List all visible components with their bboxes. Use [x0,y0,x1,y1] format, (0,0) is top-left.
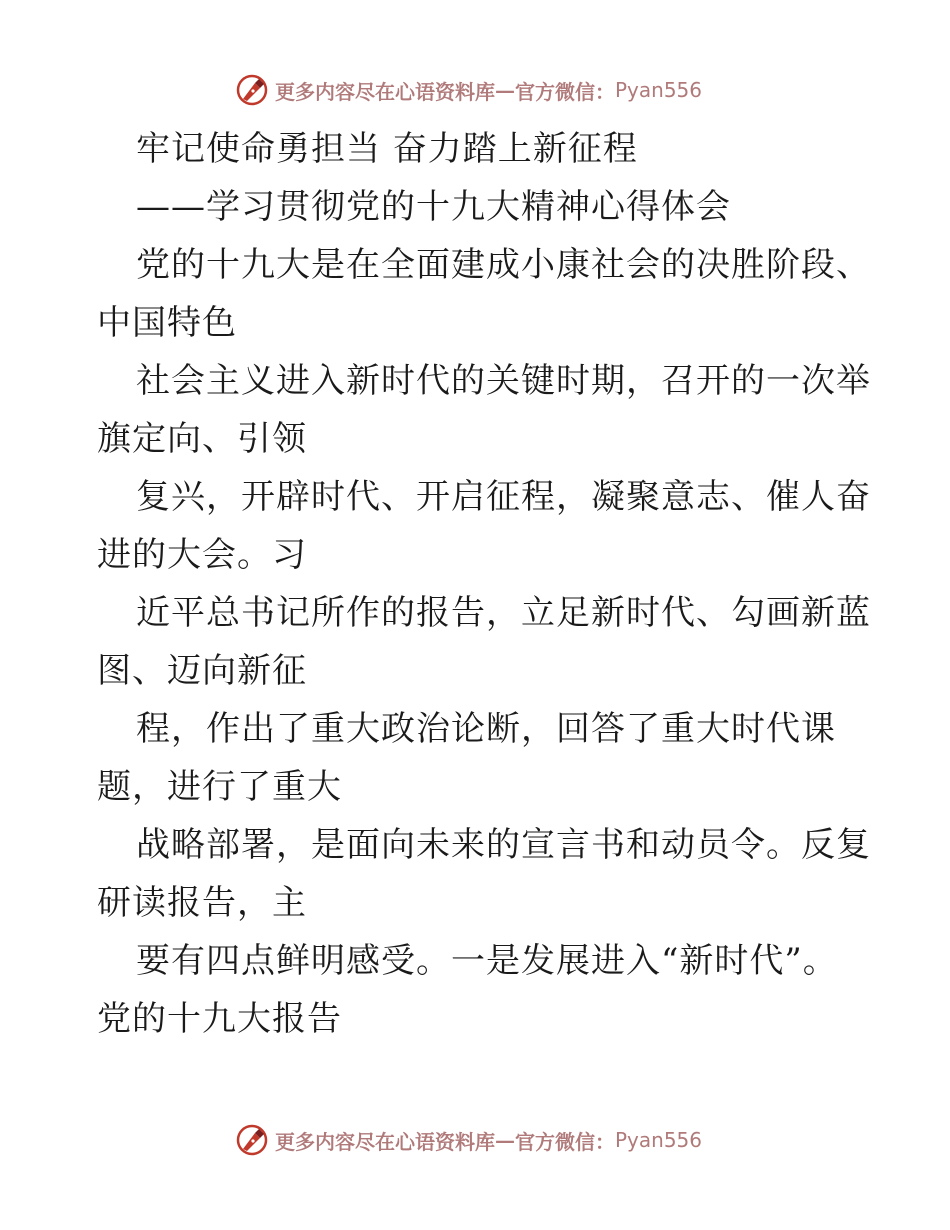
document-body [97,120,871,1048]
watermark-dash: — [495,78,515,102]
watermark-wechat-id: Pyan556 [615,78,703,102]
watermark-wechat-label: 官方微信： [515,1129,615,1154]
text-line: 题，进行了重大 [97,767,342,807]
document-subtitle: ——学习贯彻党的十九大精神心得体会 [136,187,731,227]
text-line: 战略部署，是面向未来的宣言书和动员令。反复 [136,825,871,865]
text-line: 中国特色 [97,303,237,343]
text-line: 图、迈向新征 [97,651,307,691]
text-line: 复兴，开辟时代、开启征程，凝聚意志、催人奋 [136,477,871,517]
text-line: 旗定向、引领 [97,419,307,459]
text-line: 进的大会。习 [97,535,307,575]
text-line: 党的十九大是在全面建成小康社会的决胜阶段、 [136,245,871,285]
pen-nib-logo-icon [235,1123,269,1157]
document-title: 牢记使命勇担当 奋力踏上新征程 [136,129,638,169]
text-line: 近平总书记所作的报告，立足新时代、勾画新蓝 [136,593,871,633]
footer-watermark [235,1120,702,1160]
watermark-dash: — [495,1128,515,1152]
watermark-brand-text: 更多内容尽在心语资料库 [275,1129,495,1154]
watermark-brand-text: 更多内容尽在心语资料库 [275,79,495,104]
text-line: 要有四点鲜明感受。一是发展进入“新时代”。 [136,941,838,981]
header-watermark [235,70,702,110]
watermark-wechat-id: Pyan556 [615,1128,703,1152]
watermark-wechat-label: 官方微信： [515,79,615,104]
pen-nib-logo-icon [235,73,269,107]
text-line: 党的十九大报告 [97,999,342,1039]
text-line: 社会主义进入新时代的关键时期，召开的一次举 [136,361,871,401]
text-line: 程，作出了重大政治论断，回答了重大时代课 [136,709,836,749]
text-line: 研读报告，主 [97,883,307,923]
